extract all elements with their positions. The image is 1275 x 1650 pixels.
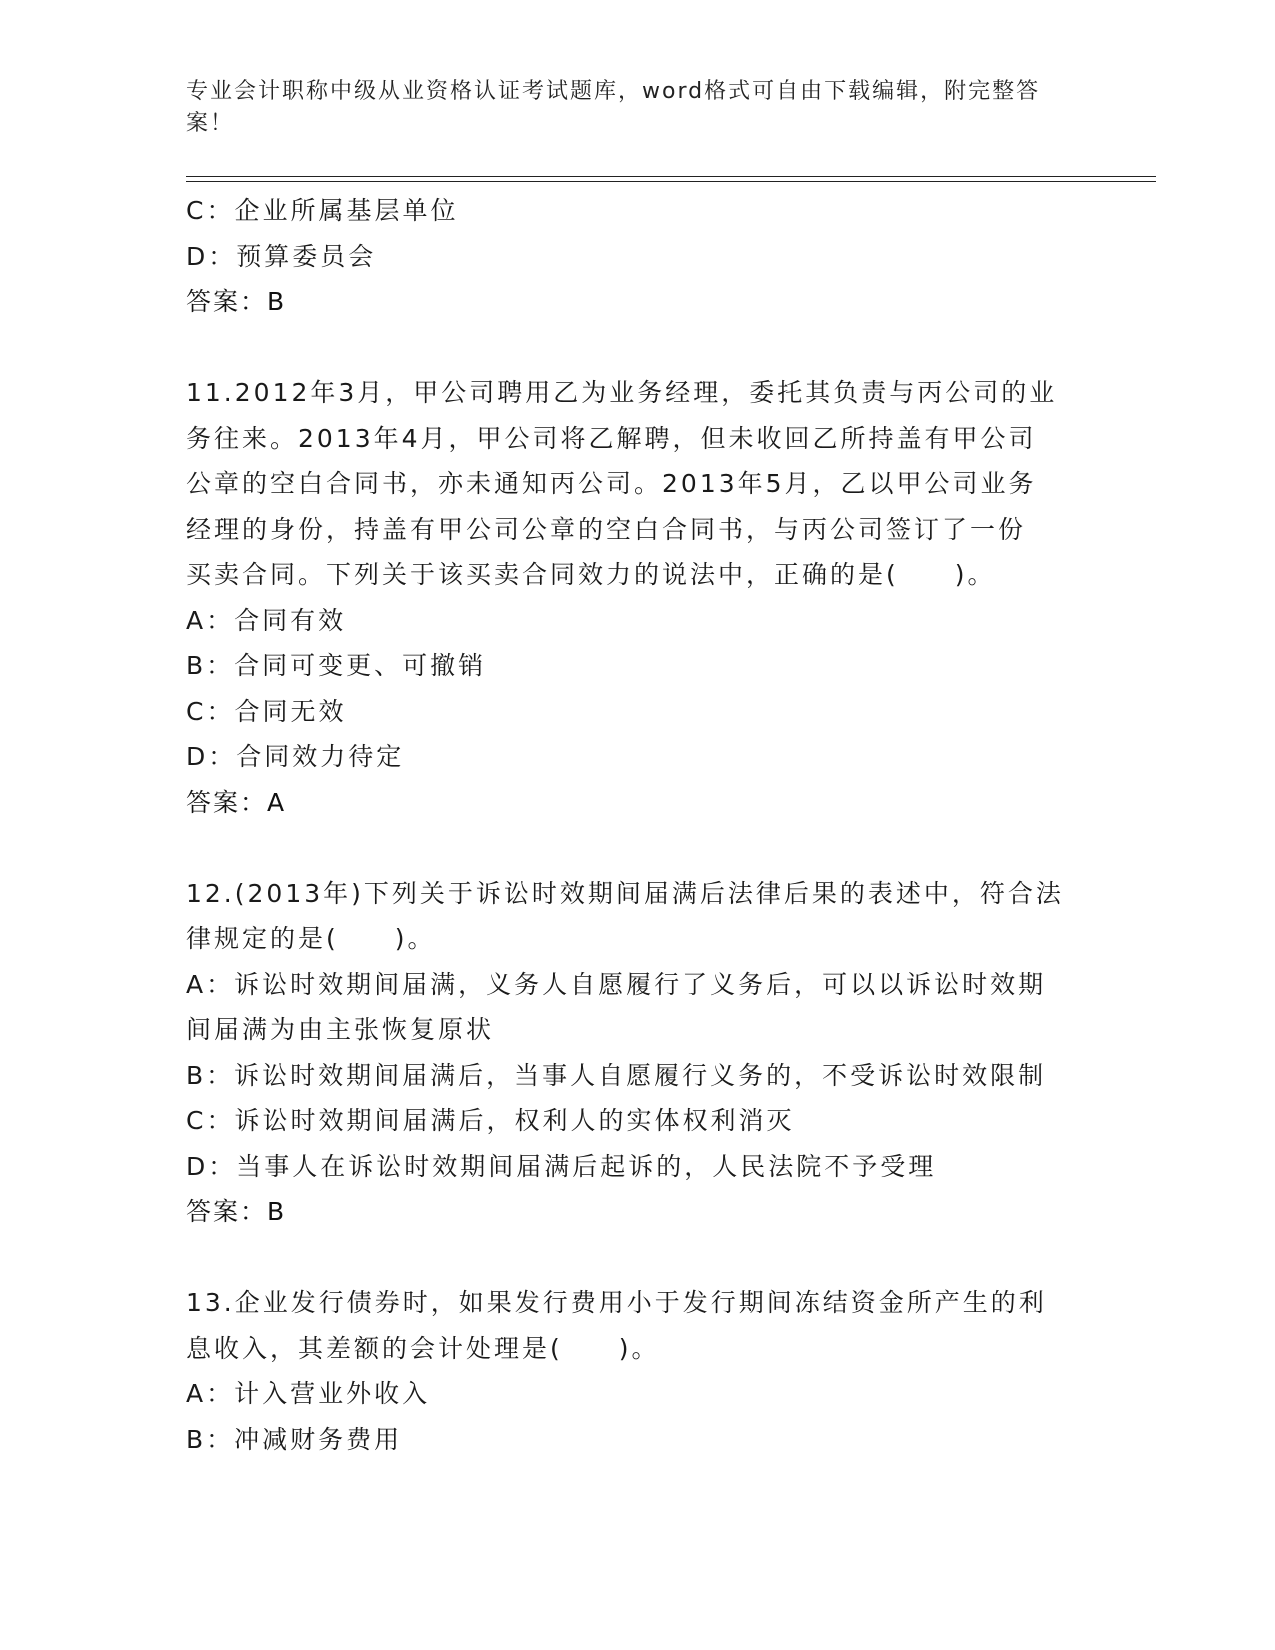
question-stem-line: 务往来。2013年4月，甲公司将乙解聘，但未收回乙所持盖有甲公司	[186, 423, 1037, 453]
header-divider-bottom	[186, 181, 1156, 182]
option-d: D：预算委员会	[186, 241, 377, 271]
option-a: A：诉讼时效期间届满，义务人自愿履行了义务后，可以以诉讼时效期	[186, 969, 1047, 999]
question-content	[186, 188, 1086, 1462]
question-12	[186, 871, 1086, 1235]
option-c: C：企业所属基层单位	[186, 196, 459, 225]
page-header	[186, 76, 1066, 140]
spacer	[186, 825, 1086, 871]
header-line-2: 案！	[186, 111, 235, 136]
option-a: A：合同有效	[186, 605, 347, 635]
option-d: D：当事人在诉讼时效期间届满后起诉的，人民法院不予受理	[186, 1151, 937, 1181]
question-11	[186, 370, 1086, 825]
option-b: B：冲减财务费用	[186, 1424, 403, 1454]
question-stem-line: 经理的身份，持盖有甲公司公章的空白合同书，与丙公司签订了一份	[186, 514, 1027, 544]
option-d: D：合同效力待定	[186, 742, 405, 771]
option-a: A：计入营业外收入	[186, 1379, 431, 1408]
answer-line: 答案：B	[186, 1197, 287, 1226]
answer-line: 答案：B	[186, 287, 287, 316]
spacer	[186, 1235, 1086, 1281]
question-stem-line: 公章的空白合同书，亦未通知丙公司。2013年5月，乙以甲公司业务	[186, 469, 1037, 498]
option-a-continued: 间届满为由主张恢复原状	[186, 1015, 495, 1044]
header-divider-top	[186, 176, 1156, 177]
question-stem-line: 13.企业发行债券时，如果发行费用小于发行期间冻结资金所产生的利	[186, 1288, 1047, 1317]
spacer	[186, 325, 1086, 371]
question-stem-line: 律规定的是( )。	[186, 924, 436, 953]
option-c: C：诉讼时效期间届满后，权利人的实体权利消灭	[186, 1106, 795, 1135]
question-stem-line: 息收入，其差额的会计处理是( )。	[186, 1333, 660, 1363]
option-b: B：诉讼时效期间届满后，当事人自愿履行义务的，不受诉讼时效限制	[186, 1060, 1047, 1090]
question-13	[186, 1280, 1086, 1462]
question-stem-line: 12.(2013年)下列关于诉讼时效期间届满后法律后果的表述中，符合法	[186, 878, 1064, 908]
header-line-1: 专业会计职称中级从业资格认证考试题库，word格式可自由下载编辑，附完整答	[186, 79, 1041, 104]
question-10-tail	[186, 188, 1086, 325]
question-stem-line: 买卖合同。下列关于该买卖合同效力的说法中，正确的是( )。	[186, 560, 996, 589]
option-b: B：合同可变更、可撤销	[186, 651, 487, 680]
answer-line: 答案：A	[186, 787, 287, 817]
option-c: C：合同无效	[186, 696, 347, 726]
question-stem-line: 11.2012年3月，甲公司聘用乙为业务经理，委托其负责与丙公司的业	[186, 378, 1058, 407]
